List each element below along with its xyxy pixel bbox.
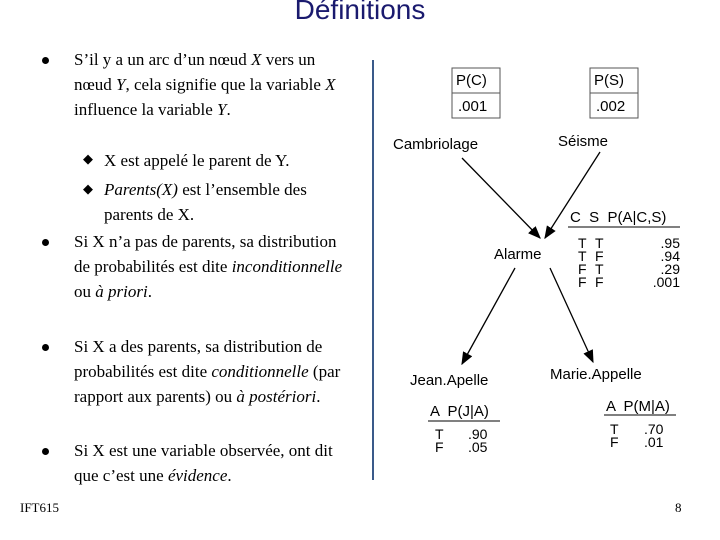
italic-run: X bbox=[251, 50, 262, 69]
footer-course-code: IFT615 bbox=[20, 500, 59, 515]
text-run: est l’ensemble des bbox=[177, 180, 307, 199]
text-run: , cela signifie que la variable bbox=[125, 75, 326, 94]
node-jean-apelle: Jean.Apelle bbox=[410, 372, 489, 389]
sub-bullet-diamond-icon: ◆ bbox=[83, 152, 93, 167]
prior-ps-label: P(S) bbox=[594, 72, 624, 89]
text-run: nœud bbox=[74, 75, 117, 94]
text-run: parents de X. bbox=[104, 205, 195, 224]
node-marie-appelle: Marie.Appelle bbox=[550, 366, 642, 383]
italic-run: inconditionnelle bbox=[231, 257, 343, 276]
text-run: . bbox=[227, 466, 232, 485]
text-run: de probabilités est dite bbox=[74, 257, 232, 276]
prior-pc-label: P(C) bbox=[456, 72, 487, 89]
text-run: S’il y a un arc d’un nœud bbox=[74, 50, 252, 69]
cpt-jean-col-a: T F bbox=[435, 426, 444, 455]
text-run: probabilités est dite bbox=[74, 362, 212, 381]
italic-run: Y bbox=[217, 100, 227, 119]
text-run: Si X n’a pas de parents, sa distribution bbox=[74, 232, 337, 251]
text-run: que c’est une bbox=[74, 466, 168, 485]
node-seisme: Séisme bbox=[558, 133, 609, 150]
italic-run: à postériori bbox=[236, 387, 317, 406]
italic-run: Parents(X) bbox=[104, 180, 178, 199]
text-run: . bbox=[147, 282, 152, 301]
italic-run: Y bbox=[116, 75, 126, 94]
cpt-alarme-header: C S P(A|C,S) bbox=[570, 209, 667, 226]
italic-run: conditionnelle bbox=[211, 362, 309, 381]
italic-run: à priori bbox=[95, 282, 148, 301]
cpt-marie-col-a: T F bbox=[610, 421, 619, 450]
sub-bullet-diamond-icon: ◆ bbox=[83, 182, 93, 197]
italic-run: X bbox=[325, 75, 336, 94]
cpt-jean-header: A P(J|A) bbox=[430, 403, 489, 420]
text-run: ou bbox=[74, 282, 96, 301]
cpt-alarme-col-c: T T F F bbox=[578, 235, 587, 290]
text-run: Si X est une variable observée, ont dit bbox=[74, 441, 333, 460]
prior-ps-value: .002 bbox=[596, 98, 626, 115]
text-run: vers un bbox=[261, 50, 316, 69]
text-run: . bbox=[226, 100, 231, 119]
node-cambriolage: Cambriolage bbox=[393, 136, 479, 153]
cpt-alarme-col-s: T F T F bbox=[595, 235, 604, 290]
text-run: (par bbox=[308, 362, 341, 381]
cpt-marie-col-p: .70 .01 bbox=[644, 421, 664, 450]
prior-pc-value: .001 bbox=[458, 98, 488, 115]
text-run: influence la variable bbox=[74, 100, 218, 119]
text-run: Si X a des parents, sa distribution de bbox=[74, 337, 323, 356]
text-run: rapport aux parents) ou bbox=[74, 387, 237, 406]
page-number: 8 bbox=[675, 500, 682, 515]
slide-title: Définitions bbox=[294, 0, 426, 25]
italic-run: évidence bbox=[167, 466, 228, 485]
cpt-jean-col-p: .90 .05 bbox=[468, 426, 488, 455]
edge-alarme-jean bbox=[462, 268, 515, 364]
text-run: X est appelé le parent de Y. bbox=[104, 151, 290, 170]
text-run: . bbox=[316, 387, 321, 406]
cpt-alarme-col-p: .95 .94 .29 .001 bbox=[652, 235, 680, 290]
cpt-marie-header: A P(M|A) bbox=[606, 398, 670, 415]
edge-cambriolage-alarme bbox=[462, 158, 540, 238]
node-alarme: Alarme bbox=[494, 246, 542, 263]
